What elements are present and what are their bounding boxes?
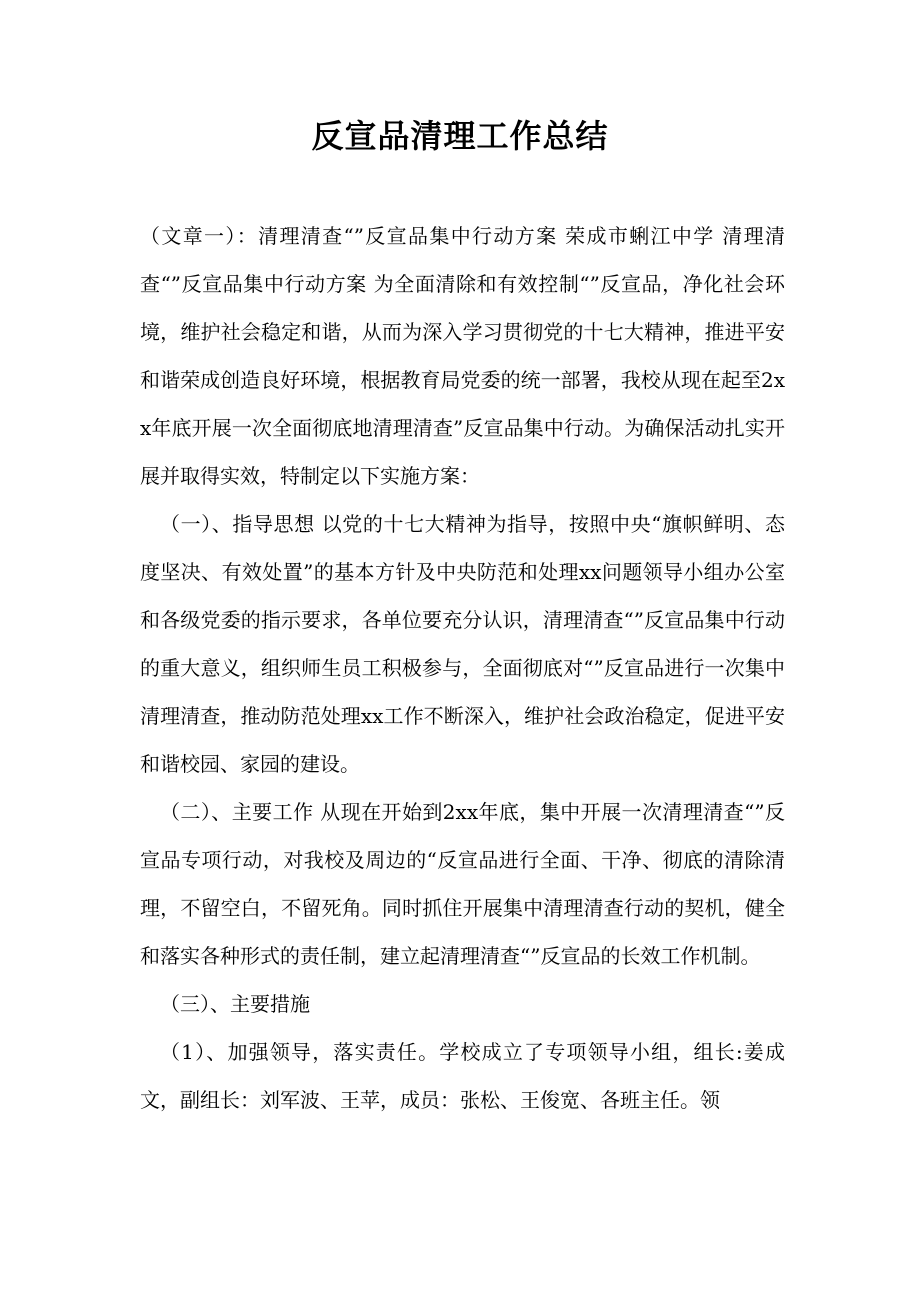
document-title: 反宣品清理工作总结 [311,117,609,155]
paragraph-main-work: （二）、主要工作 从现在开始到2xx年底，集中开展一次清理清查“”反宣品专项行动，对我校及周边的“反宣品进行全面、干净、彻底的清除清理，不留空白，不留死角。同时抓住开展集中清理清查行动的契机，健全和落实各种形式的责任制，建立起清理清查“”反宣品的长效工作机制。 [140,800,785,968]
paragraph-measure-1: （1）、加强领导，落实责任。学校成立了专项领导小组，组长:姜成文，副组长：刘军波、王苹，成员：张松、王俊宽、各班主任。领 [140,1040,785,1112]
paragraph-guiding-ideology: （一）、指导思想 以党的十七大精神为指导，按照中央“旗帜鲜明、态度坚决、有效处置”的基本方针及中央防范和处理xx问题领导小组办公室和各级党委的指示要求，各单位要充分认识，清理清查“”反宣品集中行动的重大意义，组织师生员工积极参与，全面彻底对“”反宣品进行一次集中清理清查，推动防范处理xx工作不断深入，维护社会政治稳定，促进平安和谐校园、家园的建设。 [140,512,785,776]
paragraph-main-measures-heading: （三）、主要措施 [160,992,310,1016]
paragraph-article-intro: （文章一）：清理清查“”反宣品集中行动方案 荣成市蜊江中学 清理清查“”反宣品集中行动方案 为全面清除和有效控制“”反宣品，净化社会环境，维护社会稳定和谐，从而为深入学习贯彻党的十七大精神，推进平安和谐荣成创造良好环境，根据教育局党委的统一部署，我校从现在起至2xx年底开展一次全面彻底地清理清查”反宣品集中行动。为确保活动扎实开展并取得实效，特制定以下实施方案： [140,224,785,488]
document-body [140,212,785,1124]
